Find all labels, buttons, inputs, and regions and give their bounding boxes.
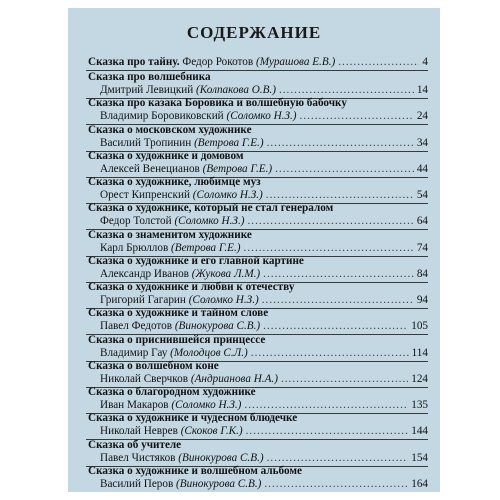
entry-title: Сказка об учителе bbox=[88, 438, 182, 451]
entry-author: (Колпакова О.В.) bbox=[196, 84, 276, 96]
entry-detail-line bbox=[100, 84, 428, 97]
entry-title: Сказка о художнике, любимце муз bbox=[88, 176, 261, 188]
entry-page: 105 bbox=[411, 320, 428, 333]
entry-artist: Григорий Гагарин bbox=[100, 294, 186, 306]
entry-author: (Соломко Н.З.) bbox=[188, 294, 259, 306]
entry-author: (Молодцов С.Л.) bbox=[170, 346, 248, 359]
entry-detail-line bbox=[100, 137, 428, 150]
dot-leader bbox=[262, 294, 414, 307]
entry-author: (Жукова Л.М.) bbox=[191, 267, 261, 280]
entry-page: 94 bbox=[416, 294, 428, 306]
entry-title: Сказка о знаменитом художнике bbox=[88, 228, 252, 241]
entry-title: Сказка про казака Боровика и волшебную бабочку bbox=[88, 97, 347, 110]
entry-artist: Федор Толстой bbox=[100, 215, 172, 228]
dot-leader bbox=[244, 399, 408, 412]
entry-page: 64 bbox=[416, 215, 428, 228]
entry-artist: Дмитрий Левицкий bbox=[100, 84, 194, 96]
entry-title-line bbox=[88, 360, 428, 373]
entry-detail-line bbox=[100, 478, 428, 491]
entry-detail-line bbox=[100, 452, 428, 465]
entry-title-line bbox=[88, 202, 428, 215]
entry-page: 124 bbox=[411, 372, 428, 385]
entry-author: (Мурашова Е.В.) bbox=[255, 56, 336, 68]
dot-leader bbox=[338, 56, 419, 69]
entry-title-line bbox=[88, 439, 428, 452]
entry-author: (Винокурова С.В.) bbox=[178, 451, 264, 464]
entry-author: (Ветрова Г.Е.) bbox=[194, 136, 264, 149]
entry-page: 24 bbox=[416, 110, 428, 123]
entry-page: 135 bbox=[411, 399, 428, 411]
entry-page: 84 bbox=[416, 267, 428, 280]
entry-artist: Павел Чистяков bbox=[100, 451, 176, 464]
entry-detail-line bbox=[100, 242, 428, 255]
entry-detail-line bbox=[100, 320, 428, 333]
entry-page: 14 bbox=[416, 84, 428, 96]
entry-page: 144 bbox=[411, 425, 428, 438]
entry-artist: Николай Сверчков bbox=[100, 372, 189, 385]
entry-detail-line bbox=[100, 294, 428, 307]
entry-page: 164 bbox=[411, 477, 428, 490]
entry-artist: Павел Федотов bbox=[100, 320, 173, 333]
entry-page: 4 bbox=[422, 56, 428, 68]
entry-author: (Соломко Н.З.) bbox=[226, 110, 297, 123]
entry-author: (Ветрова Г.Е.) bbox=[171, 241, 241, 254]
entry-artist: Орест Кипренский bbox=[100, 189, 190, 201]
entry-title: Сказка о художнике, который не стал генералом bbox=[88, 202, 334, 215]
entry-title-line bbox=[88, 150, 428, 163]
dot-leader bbox=[267, 137, 414, 150]
entry-title-line bbox=[88, 255, 428, 268]
entry-author: (Винокурова С.В.) bbox=[176, 477, 262, 490]
entry-line bbox=[88, 56, 428, 69]
entry-detail-line bbox=[100, 373, 428, 386]
entry-artist: Николай Неврев bbox=[100, 425, 178, 438]
entry-detail-line bbox=[100, 110, 428, 123]
entry-page: 114 bbox=[411, 346, 428, 359]
entry-artist: Василий Тропинин bbox=[100, 136, 192, 149]
entry-artist: Федор Рокотов bbox=[182, 56, 254, 68]
entry-author: (Винокурова С.В.) bbox=[174, 320, 261, 333]
entry-title: Сказка о художнике и домовом bbox=[88, 149, 244, 162]
entry-detail-line bbox=[100, 189, 428, 202]
entry-title-line bbox=[88, 71, 428, 84]
entry-title-line bbox=[88, 229, 428, 242]
dot-leader bbox=[246, 425, 409, 438]
entry-title-line bbox=[88, 412, 428, 425]
entry-title: Сказка о художнике и волшебном альбоме bbox=[88, 464, 302, 477]
entry-author: (Соломко Н.З.) bbox=[171, 399, 242, 411]
entry-title-line bbox=[88, 176, 428, 189]
dot-leader bbox=[251, 347, 409, 360]
entry-title-line bbox=[88, 281, 428, 294]
dot-leader bbox=[266, 189, 414, 202]
entry-detail-line bbox=[100, 347, 428, 360]
dot-leader bbox=[264, 478, 408, 491]
dot-leader bbox=[267, 452, 409, 465]
entry-title: Сказка о волшебном коне bbox=[88, 359, 219, 372]
entry-artist: Карл Брюллов bbox=[100, 241, 169, 254]
entry-title: Сказка про тайну. bbox=[88, 56, 180, 68]
entry-title-line bbox=[88, 465, 428, 478]
page-title: СОДЕРЖАНИЕ bbox=[186, 23, 322, 42]
dot-leader bbox=[275, 163, 414, 176]
entry-page: 74 bbox=[416, 241, 428, 254]
dot-leader bbox=[281, 373, 408, 386]
entry-title-line bbox=[88, 334, 428, 347]
entry-title: Сказка о московском художнике bbox=[88, 123, 252, 136]
entry-title: Сказка о приснившейся принцессе bbox=[88, 333, 266, 346]
entry-detail-line bbox=[100, 425, 428, 438]
toc-page bbox=[68, 8, 440, 492]
entry-title-line bbox=[88, 124, 428, 137]
entry-author: (Ветрова Г.Е.) bbox=[202, 162, 273, 175]
dot-leader bbox=[248, 215, 414, 228]
dot-leader bbox=[279, 84, 414, 97]
entry-page: 44 bbox=[416, 162, 428, 175]
entry-detail-line bbox=[100, 399, 428, 412]
entry-title: Сказка о художнике и любви к отечеству bbox=[88, 281, 295, 293]
dot-leader bbox=[263, 268, 414, 281]
entry-author: (Соломко Н.З.) bbox=[174, 215, 245, 228]
dot-leader bbox=[244, 242, 414, 255]
entry-title-line bbox=[88, 386, 428, 399]
entry-page: 34 bbox=[416, 136, 428, 149]
dot-leader bbox=[263, 320, 408, 333]
entry-author: (Соломко Н.З.) bbox=[192, 189, 263, 201]
entry-title: Сказка о благородном художнике bbox=[88, 386, 256, 398]
entry-artist: Владимир Боровиковский bbox=[100, 110, 224, 123]
entry-title: Сказка о художнике и тайном слове bbox=[88, 307, 269, 320]
entry-author: (Андрианова Н.А.) bbox=[190, 372, 278, 385]
entry-author: (Скоков Г.К.) bbox=[180, 425, 243, 438]
entry-title: Сказка о художнике и чудесном блюдечке bbox=[88, 412, 298, 425]
entry-artist: Алексей Венецианов bbox=[100, 162, 200, 175]
entry-artist: Владимир Гау bbox=[100, 346, 168, 359]
entry-title-line bbox=[88, 307, 428, 320]
entry-title: Сказка о художнике и его главной картине bbox=[88, 254, 304, 267]
entry-title-line bbox=[88, 97, 428, 110]
entry-page: 154 bbox=[411, 451, 428, 464]
entry-detail-line bbox=[100, 215, 428, 228]
entry-page: 54 bbox=[416, 189, 428, 201]
entry-artist: Иван Макаров bbox=[100, 399, 169, 411]
entry-title: Сказка про волшебника bbox=[88, 71, 211, 83]
entry-detail-line bbox=[100, 268, 428, 281]
entry-artist: Василий Перов bbox=[100, 477, 174, 490]
entry-artist: Александр Иванов bbox=[100, 267, 189, 280]
entry-detail-line bbox=[100, 163, 428, 176]
dot-leader bbox=[300, 110, 414, 123]
